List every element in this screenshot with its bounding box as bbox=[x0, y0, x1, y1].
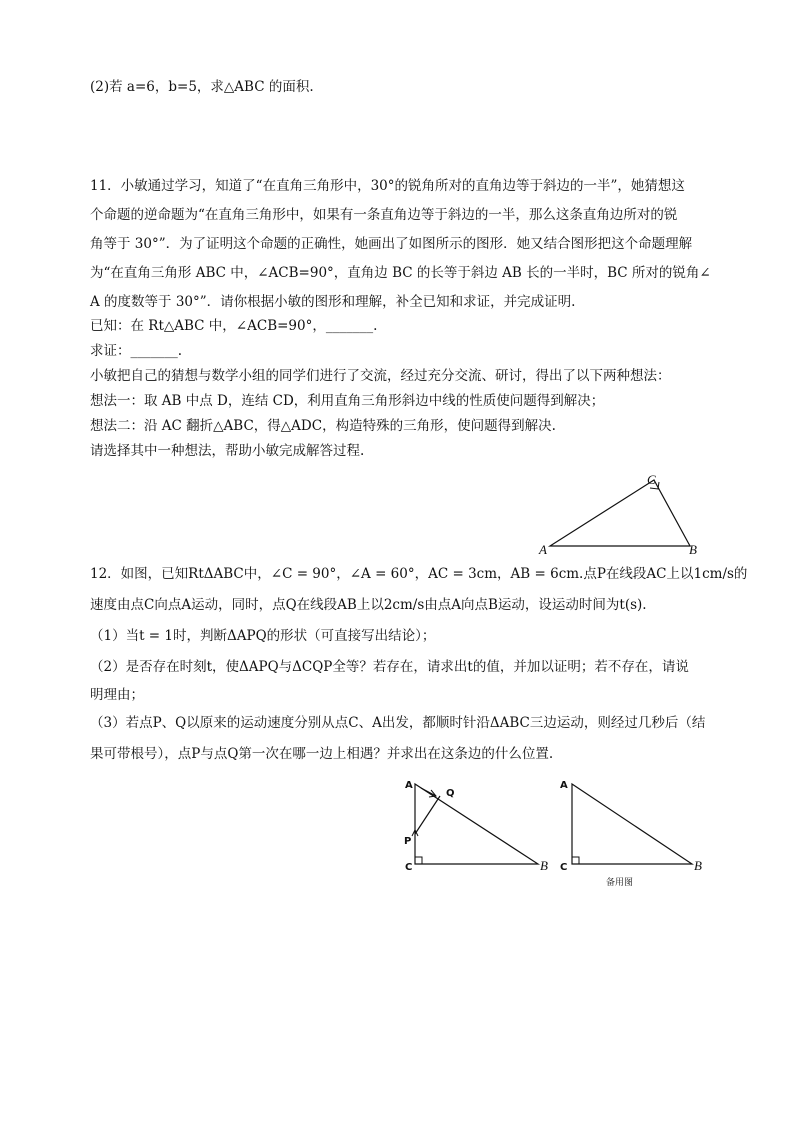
text-line: 果可带根号），点P与点Q第一次在哪一边上相遇？并求出在这条边的什么位置. bbox=[90, 746, 554, 762]
text-line: 11．小敏通过学习，知道了“在直角三角形中，30°的锐角所对的直角边等于斜边的一半”，她猜想这 bbox=[90, 178, 685, 194]
triangle-figure-11 bbox=[530, 468, 710, 560]
label-q: Q bbox=[446, 788, 455, 799]
triangle-abc bbox=[572, 784, 692, 864]
label-b: B bbox=[540, 858, 548, 873]
text-line: 速度由点C向点A运动，同时，点Q在线段AB上以2cm/s由点A向点B运动，设运动时间为t(s). bbox=[90, 597, 647, 613]
label-c: C bbox=[560, 862, 568, 873]
triangle-abc bbox=[550, 480, 690, 546]
text-line: （1）当t = 1时，判断ΔAPQ的形状（可直接写出结论）； bbox=[90, 628, 436, 644]
label-c: C bbox=[405, 862, 413, 873]
text-line: 个命题的逆命题为“在直角三角形中，如果有一条直角边等于斜边的一半，那么这条直角边所对的锐 bbox=[90, 207, 678, 223]
text-line: 12．如图，已知RtΔABC中，∠C = 90°，∠A = 60°，AC = 3cm，AB = 6cm.点P在线段AC上以1cm/s的 bbox=[90, 566, 748, 582]
label-c: C bbox=[647, 472, 656, 487]
text-line: A 的度数等于 30°”．请你根据小敏的图形和理解，补全已知和求证，并完成证明. bbox=[90, 294, 576, 310]
right-angle-mark bbox=[415, 857, 422, 864]
label-a: A bbox=[560, 780, 568, 791]
text-line: 想法二：沿 AC 翻折△ABC，得△ADC，构造特殊的三角形，使问题得到解决. bbox=[90, 418, 556, 434]
spare-triangle-figure bbox=[552, 772, 712, 890]
text-line: 想法一：取 AB 中点 D，连结 CD，利用直角三角形斜边中线的性质使问题得到解决； bbox=[90, 393, 605, 409]
text-line: 角等于 30°”．为了证明这个命题的正确性，她画出了如图所示的图形．她又结合图形把这个命题理解 bbox=[90, 236, 693, 252]
text-line: 求证：_______. bbox=[90, 343, 183, 359]
text-line: (2)若 a=6，b=5，求△ABC 的面积. bbox=[90, 79, 314, 95]
triangle-figure-12 bbox=[395, 772, 555, 880]
label-b: B bbox=[689, 542, 697, 557]
text-line: 请选择其中一种想法，帮助小敏完成解答过程. bbox=[90, 443, 365, 459]
text-line: （3）若点P、Q以原来的运动速度分别从点C、A出发，都顺时针沿ΔABC三边运动，则经过几秒后（结 bbox=[90, 715, 706, 731]
text-line: 明理由； bbox=[90, 687, 144, 703]
arrow-aq bbox=[421, 788, 436, 796]
label-a: A bbox=[405, 780, 413, 791]
text-line: 小敏把自己的猜想与数学小组的同学们进行了交流，经过充分交流、研讨，得出了以下两种想法： bbox=[90, 368, 671, 384]
right-angle-mark bbox=[572, 857, 579, 864]
text-line: 已知：在 Rt△ABC 中，∠ACB=90°，_______. bbox=[90, 318, 378, 334]
text-line: 为“在直角三角形 ABC 中，∠ACB=90°，直角边 BC 的长等于斜边 AB 长的一半时，BC 所对的锐角∠ bbox=[90, 265, 711, 281]
figure-caption: 备用图 bbox=[606, 878, 634, 888]
label-a: A bbox=[539, 542, 547, 557]
label-p: P bbox=[404, 836, 412, 847]
text-line: （2）是否存在时刻t，使ΔAPQ与ΔCQP全等？若存在，请求出t的值，并加以证明；若不存在，请说 bbox=[90, 659, 689, 675]
label-b: B bbox=[694, 858, 702, 873]
segment-pq bbox=[415, 796, 440, 834]
